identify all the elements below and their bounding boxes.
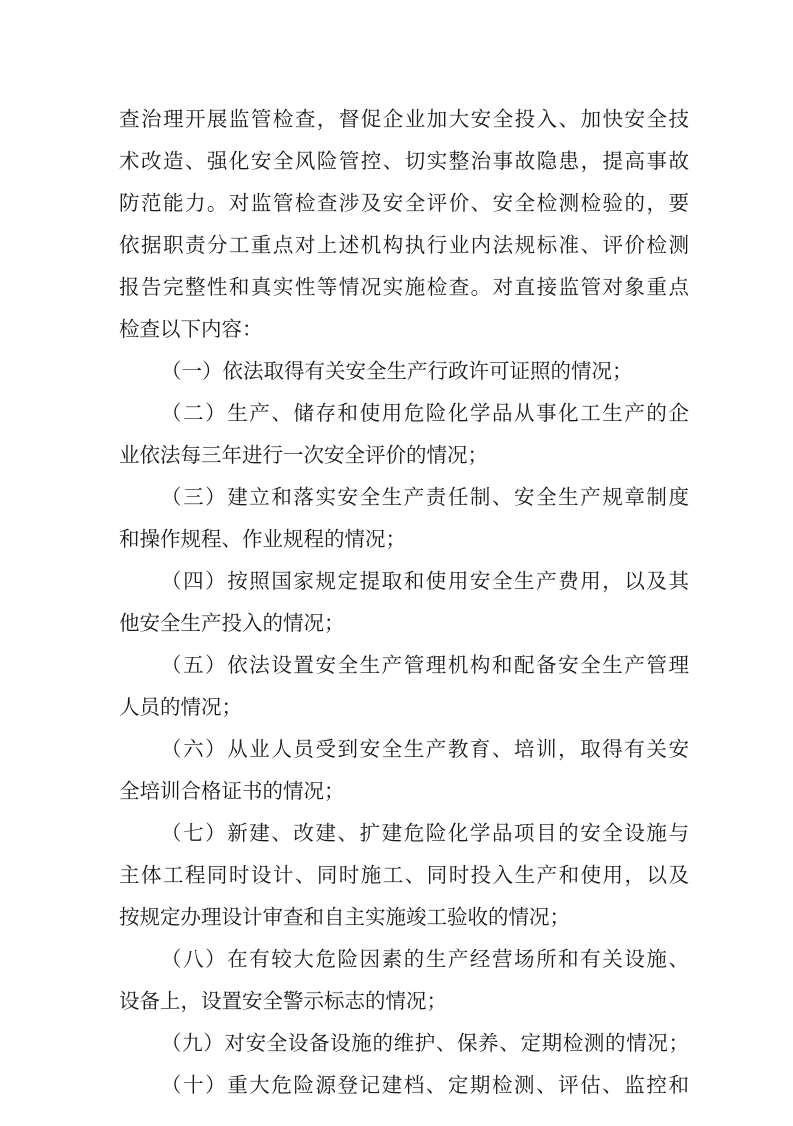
item-7-line-2: 主体工程同时设计、同时施工、同时投入生产和使用，以及 (119, 863, 689, 887)
text-line-1: 查治理开展监管检查，督促企业加大安全投入、加快安全技 (119, 107, 689, 131)
item-2-line-2: 业依法每三年进行一次安全评价的情况； (119, 443, 488, 467)
item-10-line-1: （十）重大危险源登记建档、定期检测、评估、监控和 (161, 1073, 689, 1097)
item-1-line-1: （一）依法取得有关安全生产行政许可证照的情况； (161, 359, 633, 383)
item-4-line-1: （四）按照国家规定提取和使用安全生产费用，以及其 (161, 569, 689, 593)
item-9-line-1: （九）对安全设备设施的维护、保养、定期检测的情况； (161, 1031, 689, 1055)
text-line-2: 术改造、强化安全风险管控、切实整治事故隐患，提高事故 (119, 149, 689, 173)
item-2-line-1: （二）生产、储存和使用危险化学品从事化工生产的企 (161, 401, 689, 425)
text-line-3: 防范能力。对监管检查涉及安全评价、安全检测检验的，要 (119, 191, 689, 215)
text-line-5: 报告完整性和真实性等情况实施检查。对直接监管对象重点 (119, 275, 689, 299)
item-8-line-2: 设备上，设置安全警示标志的情况； (119, 989, 447, 1013)
item-5-line-1: （五）依法设置安全生产管理机构和配备安全生产管理 (161, 653, 689, 677)
item-3-line-2: 和操作规程、作业规程的情况； (119, 527, 406, 551)
text-line-4: 依据职责分工重点对上述机构执行业内法规标准、评价检测 (119, 233, 689, 257)
item-7-line-3: 按规定办理设计审查和自主实施竣工验收的情况； (119, 905, 570, 929)
item-8-line-1: （八）在有较大危险因素的生产经营场所和有关设施、 (161, 947, 689, 971)
item-6-line-1: （六）从业人员受到安全生产教育、培训，取得有关安 (161, 737, 689, 761)
item-5-line-2: 人员的情况； (119, 695, 242, 719)
text-line-6: 检查以下内容： (119, 317, 263, 341)
item-6-line-2: 全培训合格证书的情况； (119, 779, 345, 803)
item-4-line-2: 他安全生产投入的情况； (119, 611, 345, 635)
item-3-line-1: （三）建立和落实安全生产责任制、安全生产规章制度 (161, 485, 689, 509)
item-7-line-1: （七）新建、改建、扩建危险化学品项目的安全设施与 (161, 821, 689, 845)
document-body (119, 98, 689, 1106)
